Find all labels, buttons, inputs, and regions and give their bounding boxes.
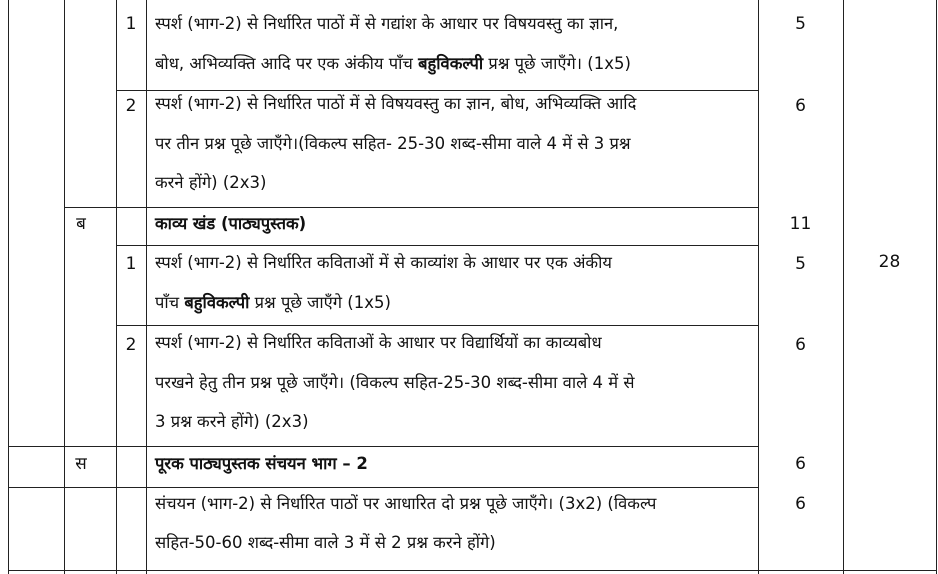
row-text-line: संचयन (भाग-2) से निर्धारित पाठों पर आधारित दो प्रश्न पूछे जाएँगे। (3x2) (विकल्प bbox=[155, 494, 657, 513]
total-marks: 28 bbox=[878, 252, 901, 272]
row-text-line: सहित-50-60 शब्द-सीमा वाले 3 में से 2 प्रश्न करने होंगे) bbox=[155, 533, 496, 552]
section-label: स bbox=[75, 454, 87, 474]
row-sub-number: 2 bbox=[125, 96, 137, 116]
row-marks: 6 bbox=[795, 454, 806, 474]
row-text-line: 3 प्रश्न करने होंगे) (2x3) bbox=[155, 412, 309, 431]
row-divider bbox=[8, 446, 759, 447]
section-heading: काव्य खंड (पाठ्यपुस्तक) bbox=[155, 214, 307, 233]
row-sub-number: 1 bbox=[125, 14, 137, 34]
row-text-line: स्पर्श (भाग-2) से निर्धारित कविताओं के आधार पर विद्यार्थियों का काव्यबोध bbox=[155, 333, 602, 352]
text-segment: पाँच bbox=[155, 293, 185, 312]
table-border-right bbox=[936, 0, 937, 574]
row-text-line bbox=[155, 44, 631, 84]
row-text-line: पर तीन प्रश्न पूछे जाएँगे।(विकल्प सहित- 25-30 शब्द-सीमा वाले 4 में से 3 प्रश्न bbox=[155, 134, 631, 153]
row-marks: 6 bbox=[795, 494, 806, 514]
row-text-line: करने होंगे) (2x3) bbox=[155, 173, 267, 192]
text-segment: प्रश्न पूछे जाएँगे। (1x5) bbox=[483, 54, 631, 73]
row-text-line: स्पर्श (भाग-2) से निर्धारित कविताओं में से काव्यांश के आधार पर एक अंकीय bbox=[155, 253, 612, 272]
row-text-line: परखने हेतु तीन प्रश्न पूछे जाएँगे। (विकल्प सहित-25-30 शब्द-सीमा वाले 4 में से bbox=[155, 373, 635, 392]
row-marks: 6 bbox=[795, 335, 806, 355]
column-divider-total bbox=[843, 0, 844, 574]
row-marks: 5 bbox=[795, 254, 806, 274]
row-marks: 11 bbox=[789, 214, 812, 234]
row-text-line: स्पर्श (भाग-2) से निर्धारित पाठों में से विषयवस्तु का ज्ञान, बोध, अभिव्यक्ति आदि bbox=[155, 94, 637, 113]
row-text-line bbox=[155, 283, 391, 323]
row-marks: 5 bbox=[795, 14, 806, 34]
text-segment-bold: बहुविकल्पी bbox=[184, 293, 250, 312]
section-label: ब bbox=[76, 214, 86, 234]
row-text-line bbox=[155, 4, 618, 44]
row-marks: 6 bbox=[795, 96, 806, 116]
text-segment: प्रश्न पूछे जाएँगे (1x5) bbox=[249, 293, 391, 312]
text-segment: बोध, अभिव्यक्ति आदि पर एक अंकीय पाँच bbox=[155, 54, 419, 73]
row-sub-number: 2 bbox=[125, 335, 137, 355]
table-bottom-border bbox=[8, 570, 937, 571]
text-segment: स्पर्श (भाग-2) से निर्धारित पाठों में से गद्यांश के आधार पर विषयवस्तु का ज्ञान, bbox=[155, 14, 619, 33]
section-heading: पूरक पाठ्यपुस्तक संचयन भाग – 2 bbox=[155, 454, 368, 473]
text-segment-bold: बहुविकल्पी bbox=[418, 54, 484, 73]
row-sub-number: 1 bbox=[125, 254, 137, 274]
